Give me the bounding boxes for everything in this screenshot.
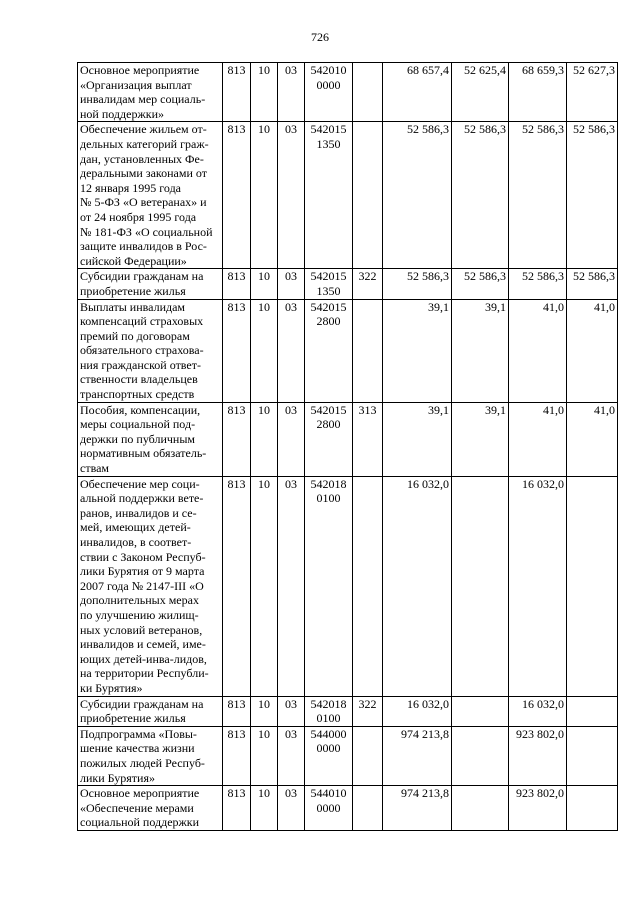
row-name-line: альной поддержки вете- [80, 491, 204, 506]
amount-1-cell: 52 586,3 [383, 269, 452, 299]
target-code-line2: 2800 [316, 314, 341, 329]
row-name-line: Основное мероприятие [80, 786, 200, 801]
subsection-cell: 03 [278, 696, 305, 726]
row-name-cell [78, 476, 223, 696]
row-name-line: Пособия, компенсации, [80, 402, 201, 417]
row-name-line: на территории Республи- [80, 666, 209, 681]
amount-4-cell [567, 476, 618, 696]
target-code-cell [305, 299, 353, 402]
row-name-line: пожилых людей Респуб- [80, 755, 205, 770]
section-cell: 10 [251, 726, 278, 785]
row-name-line: ных условий ветеранов, [80, 622, 203, 637]
table-row [78, 299, 618, 402]
budget-table [77, 62, 618, 831]
amount-3-cell: 16 032,0 [509, 696, 567, 726]
row-name-line: лики Бурятия от 9 марта [80, 564, 205, 579]
amount-4-cell: 52 586,3 [567, 122, 618, 269]
row-name-line: Основное мероприятие [80, 63, 200, 77]
row-name-line: ствии с Законом Респуб- [80, 549, 206, 564]
row-name-line: деральными законами от [80, 166, 207, 181]
subsection-cell: 03 [278, 786, 305, 831]
amount-4-cell: 41,0 [567, 402, 618, 476]
subsection-cell: 03 [278, 63, 305, 122]
row-name-line: социальной поддержки [80, 815, 200, 830]
row-name-line: Обеспечение мер соци- [80, 476, 200, 491]
target-code-cell [305, 786, 353, 831]
target-code-line1: 542015 [310, 402, 347, 417]
expense-type-cell [353, 476, 383, 696]
amount-1-cell: 39,1 [383, 402, 452, 476]
expense-type-cell: 322 [353, 269, 383, 299]
amount-1-cell: 974 213,8 [383, 726, 452, 785]
ministry-cell: 813 [223, 269, 251, 299]
target-code-line2: 0000 [316, 77, 341, 92]
amount-3-cell: 41,0 [509, 299, 567, 402]
expense-type-cell: 322 [353, 696, 383, 726]
amount-3-cell: 923 802,0 [509, 786, 567, 831]
section-cell: 10 [251, 299, 278, 402]
amount-4-cell [567, 696, 618, 726]
amount-1-cell: 16 032,0 [383, 476, 452, 696]
target-code-cell [305, 696, 353, 726]
section-cell: 10 [251, 402, 278, 476]
section-cell: 10 [251, 63, 278, 122]
row-name-cell [78, 402, 223, 476]
amount-1-cell: 68 657,4 [383, 63, 452, 122]
ministry-cell: 813 [223, 726, 251, 785]
amount-1-cell: 974 213,8 [383, 786, 452, 831]
section-cell: 10 [251, 269, 278, 299]
row-name-line: обязательного страхова- [80, 343, 204, 358]
table-row [78, 696, 618, 726]
target-code-line1: 542018 [310, 476, 347, 491]
amount-2-cell [452, 696, 509, 726]
expense-type-cell [353, 726, 383, 785]
row-name-cell [78, 269, 223, 299]
row-name-line: ки Бурятия» [80, 680, 143, 695]
row-name-line: 12 января 1995 года [80, 180, 182, 195]
amount-3-cell: 16 032,0 [509, 476, 567, 696]
target-code-line2: 1350 [316, 136, 341, 151]
row-name-line: Обеспечение жильем от- [80, 122, 207, 137]
row-name-line: премий по договорам [80, 328, 190, 343]
target-code-line2: 0100 [316, 711, 341, 726]
target-code-line1: 542015 [310, 122, 347, 137]
table-row [78, 269, 618, 299]
row-name-line: инвалидов и семей, име- [80, 637, 206, 652]
row-name-line: № 181-ФЗ «О социальной [80, 224, 213, 239]
target-code-line1: 542015 [310, 269, 347, 284]
amount-4-cell [567, 726, 618, 785]
ministry-cell: 813 [223, 402, 251, 476]
row-name-line: от 24 ноября 1995 года [80, 209, 197, 224]
amount-3-cell: 923 802,0 [509, 726, 567, 785]
row-name-line: нормативным обязатель- [80, 446, 207, 461]
row-name-line: сийской Федерации» [80, 253, 187, 268]
target-code-line1: 542015 [310, 299, 347, 314]
expense-type-cell [353, 122, 383, 269]
table-row [78, 786, 618, 831]
ministry-cell: 813 [223, 786, 251, 831]
row-name-line: «Обеспечение мерами [80, 800, 194, 815]
row-name-line: Субсидии гражданам на [80, 696, 204, 711]
target-code-line2: 0000 [316, 741, 341, 756]
amount-1-cell: 52 586,3 [383, 122, 452, 269]
table-row [78, 122, 618, 269]
row-name-line: держки по публичным [80, 431, 195, 446]
row-name-cell [78, 299, 223, 402]
ministry-cell: 813 [223, 63, 251, 122]
amount-4-cell: 52 627,3 [567, 63, 618, 122]
row-name-line: шение качества жизни [80, 741, 195, 756]
amount-2-cell: 39,1 [452, 402, 509, 476]
expense-type-cell: 313 [353, 402, 383, 476]
subsection-cell: 03 [278, 402, 305, 476]
ministry-cell: 813 [223, 696, 251, 726]
row-name-line: мей, имеющих детей- [80, 520, 191, 535]
ministry-cell: 813 [223, 122, 251, 269]
target-code-line2: 2800 [316, 417, 341, 432]
expense-type-cell [353, 63, 383, 122]
row-name-line: 2007 года № 2147-III «О [80, 578, 204, 593]
amount-1-cell: 39,1 [383, 299, 452, 402]
target-code-line2: 0100 [316, 491, 341, 506]
amount-4-cell: 41,0 [567, 299, 618, 402]
subsection-cell: 03 [278, 299, 305, 402]
amount-2-cell: 39,1 [452, 299, 509, 402]
row-name-line: по улучшению жилищ- [80, 607, 199, 622]
subsection-cell: 03 [278, 726, 305, 785]
target-code-cell [305, 269, 353, 299]
subsection-cell: 03 [278, 476, 305, 696]
table-row [78, 476, 618, 696]
amount-3-cell: 52 586,3 [509, 269, 567, 299]
row-name-line: приобретение жилья [80, 283, 186, 298]
row-name-line: «Организация выплат [80, 77, 192, 92]
table-row [78, 402, 618, 476]
target-code-line1: 544000 [310, 726, 347, 741]
row-name-cell [78, 122, 223, 269]
expense-type-cell [353, 786, 383, 831]
section-cell: 10 [251, 696, 278, 726]
row-name-line: ющих детей-инва-лидов, [80, 651, 207, 666]
target-code-cell [305, 63, 353, 122]
row-name-line: меры социальной под- [80, 417, 196, 432]
amount-2-cell [452, 476, 509, 696]
row-name-line: Субсидии гражданам на [80, 269, 204, 284]
target-code-cell [305, 122, 353, 269]
target-code-line2: 1350 [316, 283, 341, 298]
row-name-line: ния гражданской ответ- [80, 357, 201, 372]
amount-3-cell: 52 586,3 [509, 122, 567, 269]
row-name-cell [78, 786, 223, 831]
row-name-line: инвалидов, в соответ- [80, 535, 192, 549]
row-name-line: № 5-ФЗ «О ветеранах» и [80, 195, 207, 210]
row-name-line: приобретение жилья [80, 711, 186, 726]
row-name-line: Выплаты инвалидам [80, 299, 186, 314]
page-number: 726 [311, 30, 329, 44]
subsection-cell: 03 [278, 269, 305, 299]
ministry-cell: 813 [223, 299, 251, 402]
row-name-line: Подпрограмма «Повы- [80, 726, 197, 741]
amount-2-cell [452, 726, 509, 785]
row-name-cell [78, 63, 223, 122]
row-name-line: ственности владельцев [80, 372, 198, 387]
target-code-cell [305, 476, 353, 696]
amount-4-cell: 52 586,3 [567, 269, 618, 299]
row-name-line: ной поддержки» [80, 106, 164, 121]
row-name-line: компенсаций страховых [80, 314, 204, 329]
amount-4-cell [567, 786, 618, 831]
row-name-line: защите инвалидов в Рос- [80, 239, 207, 254]
row-name-line: ствам [80, 461, 109, 476]
target-code-line1: 544010 [310, 786, 347, 801]
row-name-cell [78, 696, 223, 726]
target-code-line2: 0000 [316, 800, 341, 815]
amount-1-cell: 16 032,0 [383, 696, 452, 726]
amount-3-cell: 41,0 [509, 402, 567, 476]
target-code-line1: 542010 [310, 63, 347, 77]
table-row [78, 726, 618, 785]
section-cell: 10 [251, 122, 278, 269]
target-code-line1: 542018 [310, 696, 347, 711]
expense-type-cell [353, 299, 383, 402]
row-name-line: дополнительных мерах [80, 593, 199, 608]
row-name-line: лики Бурятия» [80, 770, 155, 785]
ministry-cell: 813 [223, 476, 251, 696]
amount-2-cell [452, 786, 509, 831]
section-cell: 10 [251, 786, 278, 831]
amount-2-cell: 52 625,4 [452, 63, 509, 122]
row-name-line: транспортных средств [80, 387, 195, 402]
row-name-cell [78, 726, 223, 785]
target-code-cell [305, 402, 353, 476]
amount-2-cell: 52 586,3 [452, 122, 509, 269]
subsection-cell: 03 [278, 122, 305, 269]
section-cell: 10 [251, 476, 278, 696]
row-name-line: инвалидам мер социаль- [80, 92, 206, 107]
amount-3-cell: 68 659,3 [509, 63, 567, 122]
row-name-line: дельных категорий граж- [80, 136, 209, 151]
row-name-line: дан, установленных Фе- [80, 151, 204, 166]
table-row [78, 63, 618, 122]
row-name-line: ранов, инвалидов и се- [80, 505, 197, 520]
amount-2-cell: 52 586,3 [452, 269, 509, 299]
target-code-cell [305, 726, 353, 785]
